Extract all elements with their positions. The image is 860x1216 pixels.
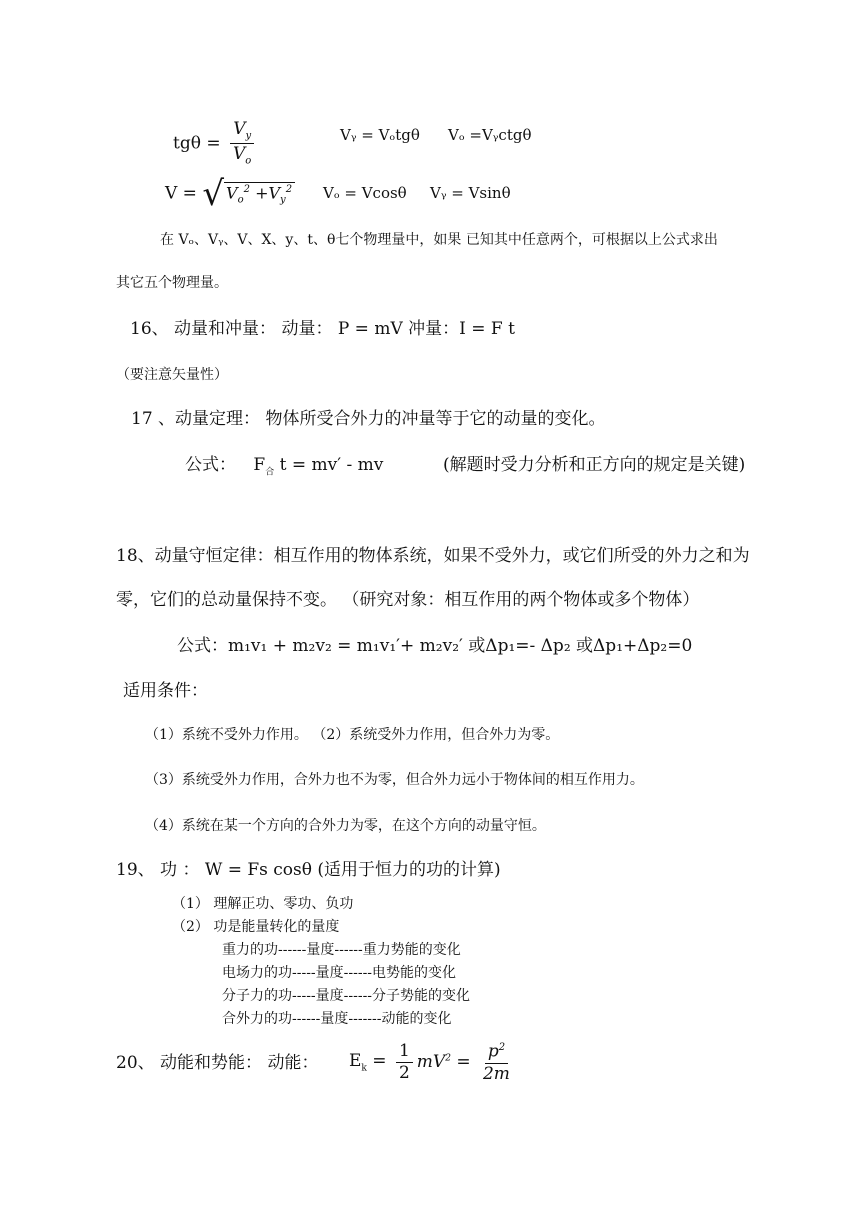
vy-over-vo-fraction bbox=[230, 121, 254, 167]
sqrt-term-a-sub: o bbox=[237, 194, 244, 206]
tan-formula bbox=[173, 121, 258, 167]
frac-num: 1 bbox=[396, 1043, 413, 1063]
frac-num-sub: y bbox=[245, 130, 252, 142]
condition-item: （3）系统受外力作用，合外力也不为零，但合外力远小于物体间的相互作用力。 bbox=[145, 772, 644, 788]
section-19-subitem: 分子力的功-----量度------分子势能的变化 bbox=[222, 988, 471, 1004]
sqrt-term-b-sup: 2 bbox=[285, 184, 293, 196]
frac-den-sub: o bbox=[245, 155, 252, 167]
sqrt-expression bbox=[202, 174, 295, 214]
second-equals: = bbox=[456, 1052, 471, 1073]
vy-equation: Vᵧ = Vₒtgθ bbox=[340, 126, 420, 144]
v-magnitude-formula bbox=[165, 174, 295, 214]
vo-equation: Vₒ =Vᵧctgθ bbox=[448, 126, 532, 144]
radical-sign: √ bbox=[202, 174, 225, 214]
sqrt-plus: + bbox=[255, 183, 269, 203]
frac-den: V bbox=[233, 144, 246, 165]
ek-symbol: E bbox=[349, 1050, 362, 1071]
tan-prefix: tgθ = bbox=[173, 133, 221, 154]
section-19-subitem: 电场力的功-----量度------电势能的变化 bbox=[222, 965, 457, 981]
vo-cos-equation: Vₒ = Vcosθ bbox=[323, 184, 407, 202]
ek-sub: k bbox=[361, 1063, 367, 1074]
section-17-note: (解题时受力分析和正方向的规定是关键) bbox=[443, 455, 746, 475]
formula-f-sub: 合 bbox=[265, 467, 275, 478]
frac-num: V bbox=[233, 119, 246, 139]
formula-label: 公式： bbox=[185, 455, 236, 475]
vy-sin-equation: Vᵧ = Vsinθ bbox=[430, 184, 511, 202]
one-half-fraction bbox=[396, 1043, 413, 1082]
section-16-note: （要注意矢量性） bbox=[116, 367, 228, 383]
frac-den: 2m bbox=[482, 1063, 510, 1084]
section-19-heading: 19、 功 ： W = Fs cosθ (适用于恒力的功的计算) bbox=[116, 860, 501, 880]
sqrt-term-b: V bbox=[268, 183, 281, 203]
section-19-subitem: 合外力的功------量度-------动能的变化 bbox=[222, 1011, 452, 1027]
kinetic-energy-formula bbox=[349, 1043, 517, 1083]
condition-item: （4）系统在某一个方向的合外力为零，在这个方向的动量守恒。 bbox=[145, 818, 546, 834]
sqrt-term-a: V bbox=[226, 183, 238, 203]
section-19-item: （1） 理解正功、零功、负功 bbox=[172, 896, 354, 912]
frac-num-sup: 2 bbox=[498, 1042, 506, 1053]
paragraph-line: 其它五个物理量。 bbox=[116, 275, 228, 291]
v-prefix: V = bbox=[165, 183, 197, 204]
frac-den: 2 bbox=[398, 1063, 410, 1084]
ek-equals: = bbox=[372, 1050, 387, 1071]
p-squared-fraction bbox=[480, 1043, 513, 1083]
mv-term: mV bbox=[416, 1052, 446, 1073]
section-18-line: 零，它们的总动量保持不变。 （研究对象：相互作用的两个物体或多个物体） bbox=[116, 590, 700, 610]
formula-rest: t = mv′ - mv bbox=[279, 455, 384, 475]
section-17-formula bbox=[185, 457, 383, 477]
conditions-title: 适用条件： bbox=[123, 681, 208, 701]
sqrt-term-b-sub: y bbox=[280, 194, 286, 206]
mv-sup: 2 bbox=[445, 1053, 451, 1064]
section-18-line: 18、动量守恒定律：相互作用的物体系统，如果不受外力，或它们所受的外力之和为 bbox=[116, 546, 750, 566]
section-17-heading: 17 、动量定理： 物体所受合外力的冲量等于它的动量的变化。 bbox=[131, 409, 606, 429]
condition-item: （1）系统不受外力作用。 （2）系统受外力作用，但合外力为零。 bbox=[145, 727, 560, 743]
formula-label: 公式： bbox=[177, 636, 228, 656]
section-20-heading: 20、 动能和势能： 动能： bbox=[116, 1053, 319, 1073]
formula-f: F bbox=[253, 455, 266, 475]
paragraph-line: 在 Vₒ、Vᵧ、V、X、y、t、θ七个物理量中，如果 已知其中任意两个，可根据以上公式求出 bbox=[160, 232, 718, 248]
momentum-conservation-formula: m₁v₁ + m₂v₂ = m₁v₁′+ m₂v₂′ 或Δp₁=- Δp₂ 或Δp₁+Δp₂=0 bbox=[228, 636, 693, 656]
section-19-subitem: 重力的功------量度------重力势能的变化 bbox=[222, 942, 461, 958]
section-18-formula bbox=[177, 638, 692, 655]
section-19-item: （2） 功是能量转化的量度 bbox=[172, 919, 340, 935]
sqrt-term-a-sup: 2 bbox=[243, 184, 250, 196]
frac-num: p bbox=[487, 1041, 499, 1062]
section-16-heading: 16、 动量和冲量： 动量： P = mV 冲量：I = F t bbox=[130, 319, 515, 339]
